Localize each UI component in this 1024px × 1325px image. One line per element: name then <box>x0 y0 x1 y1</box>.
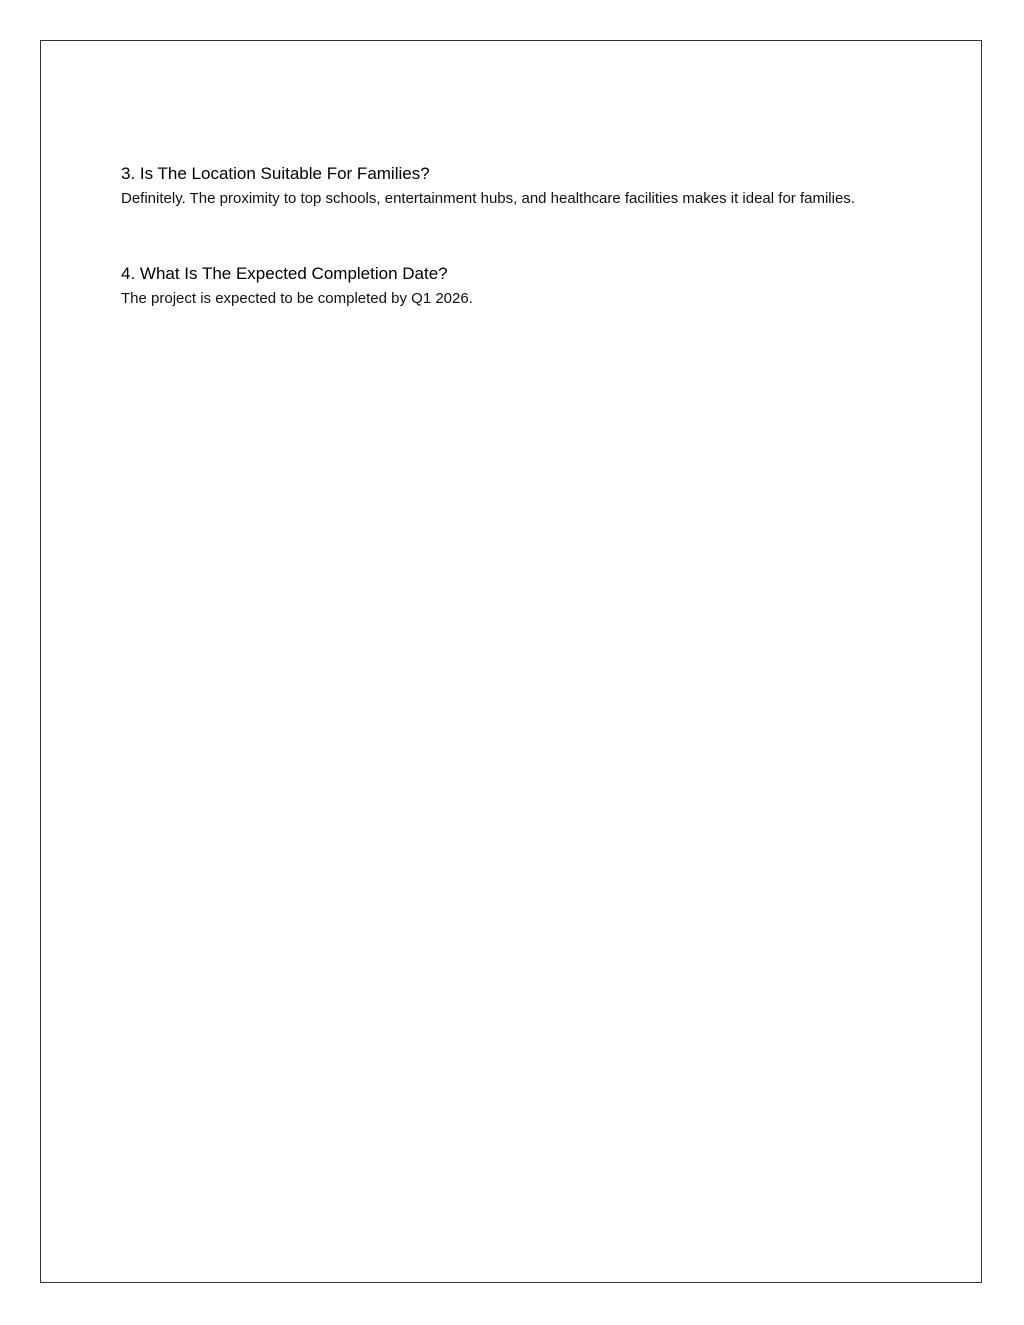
faq-question: 3. Is The Location Suitable For Families? <box>121 164 430 183</box>
faq-section <box>121 163 903 311</box>
faq-question: 4. What Is The Expected Completion Date? <box>121 264 448 283</box>
faq-item-completion-date <box>121 263 903 311</box>
document-page <box>40 40 982 1283</box>
faq-item-location <box>121 163 903 211</box>
faq-answer: Definitely. The proximity to top schools, entertainment hubs, and healthcare facilities makes it ideal for families. <box>121 190 855 207</box>
faq-answer: The project is expected to be completed by Q1 2026. <box>121 290 473 307</box>
